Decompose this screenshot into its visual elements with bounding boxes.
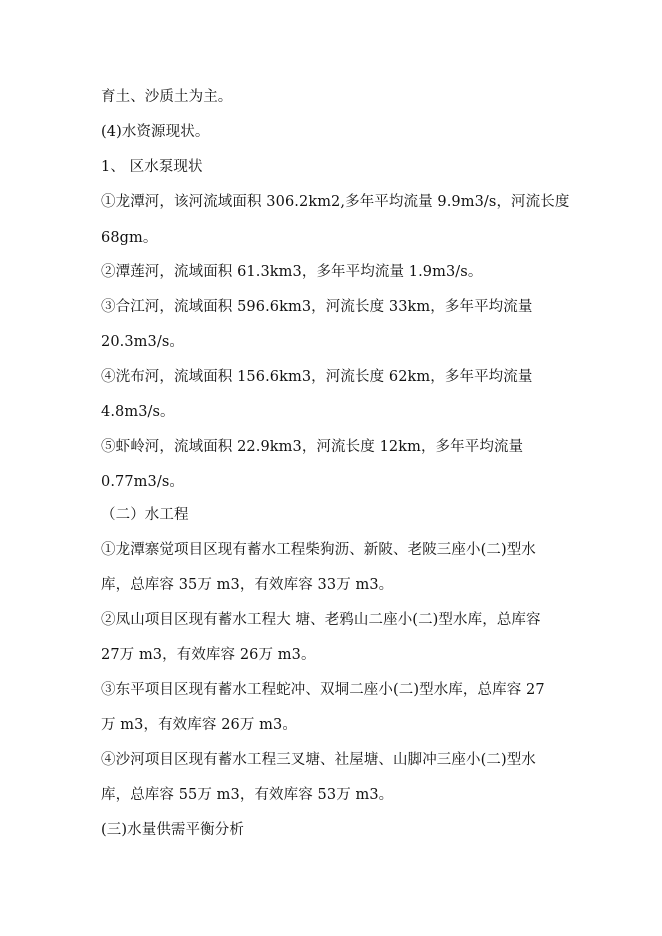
- text-line-fengshan-project: ②凤山项目区现有蓄水工程大 塘、老鸦山二座小(二)型水库，总库容: [101, 612, 541, 628]
- text-line-dongping-project: ③东平项目区现有蓄水工程蛇冲、双垌二座小(二)型水库，总库容 27: [101, 682, 545, 698]
- subsection-heading-pump-status: 1、 区水泵现状: [101, 159, 203, 175]
- text-line-longtanzhai-project-cont: 库，总库容 35万 m3，有效库容 33万 m3。: [101, 577, 394, 593]
- text-line-xialing-river-cont: 0.77m3/s。: [101, 474, 184, 490]
- section-heading-supply-demand: (三)水量供需平衡分析: [101, 822, 244, 838]
- text-line-longtanzhai-project: ①龙潭寨觉项目区现有蓄水工程柴狗沥、新陂、老陂三座小(二)型水: [101, 542, 536, 558]
- text-line-longtan-river-cont: 68gm。: [101, 230, 158, 246]
- text-line-hejiang-river-cont: 20.3m3/s。: [101, 334, 184, 350]
- text-line-soil: 育土、沙质土为主。: [101, 89, 233, 105]
- text-line-longtan-river: ①龙潭河，该河流域面积 306.2km2,多年平均流量 9.9m3/s，河流长度: [101, 194, 570, 210]
- section-heading-water-works: （二）水工程: [101, 507, 189, 523]
- text-line-tanlian-river: ②潭莲河，流域面积 61.3km3，多年平均流量 1.9m3/s。: [101, 264, 483, 280]
- text-line-fengshan-project-cont: 27万 m3，有效库容 26万 m3。: [101, 647, 316, 663]
- text-line-hejiang-river: ③合江河，流域面积 596.6km3，河流长度 33km，多年平均流量: [101, 299, 533, 315]
- text-line-shahe-project-cont: 库，总库容 55万 m3，有效库容 53万 m3。: [101, 787, 394, 803]
- text-line-xialing-river: ⑤虾岭河，流域面积 22.9km3，河流长度 12km，多年平均流量: [101, 439, 524, 455]
- text-line-guangbu-river-cont: 4.8m3/s。: [101, 404, 175, 420]
- text-line-shahe-project: ④沙河项目区现有蓄水工程三叉塘、社屋塘、山脚冲三座小(二)型水: [101, 752, 536, 768]
- section-heading-water-resources: (4)水资源现状。: [101, 124, 210, 140]
- text-line-guangbu-river: ④洸布河，流域面积 156.6km3，河流长度 62km，多年平均流量: [101, 369, 533, 385]
- text-line-dongping-project-cont: 万 m3，有效库容 26万 m3。: [101, 717, 297, 733]
